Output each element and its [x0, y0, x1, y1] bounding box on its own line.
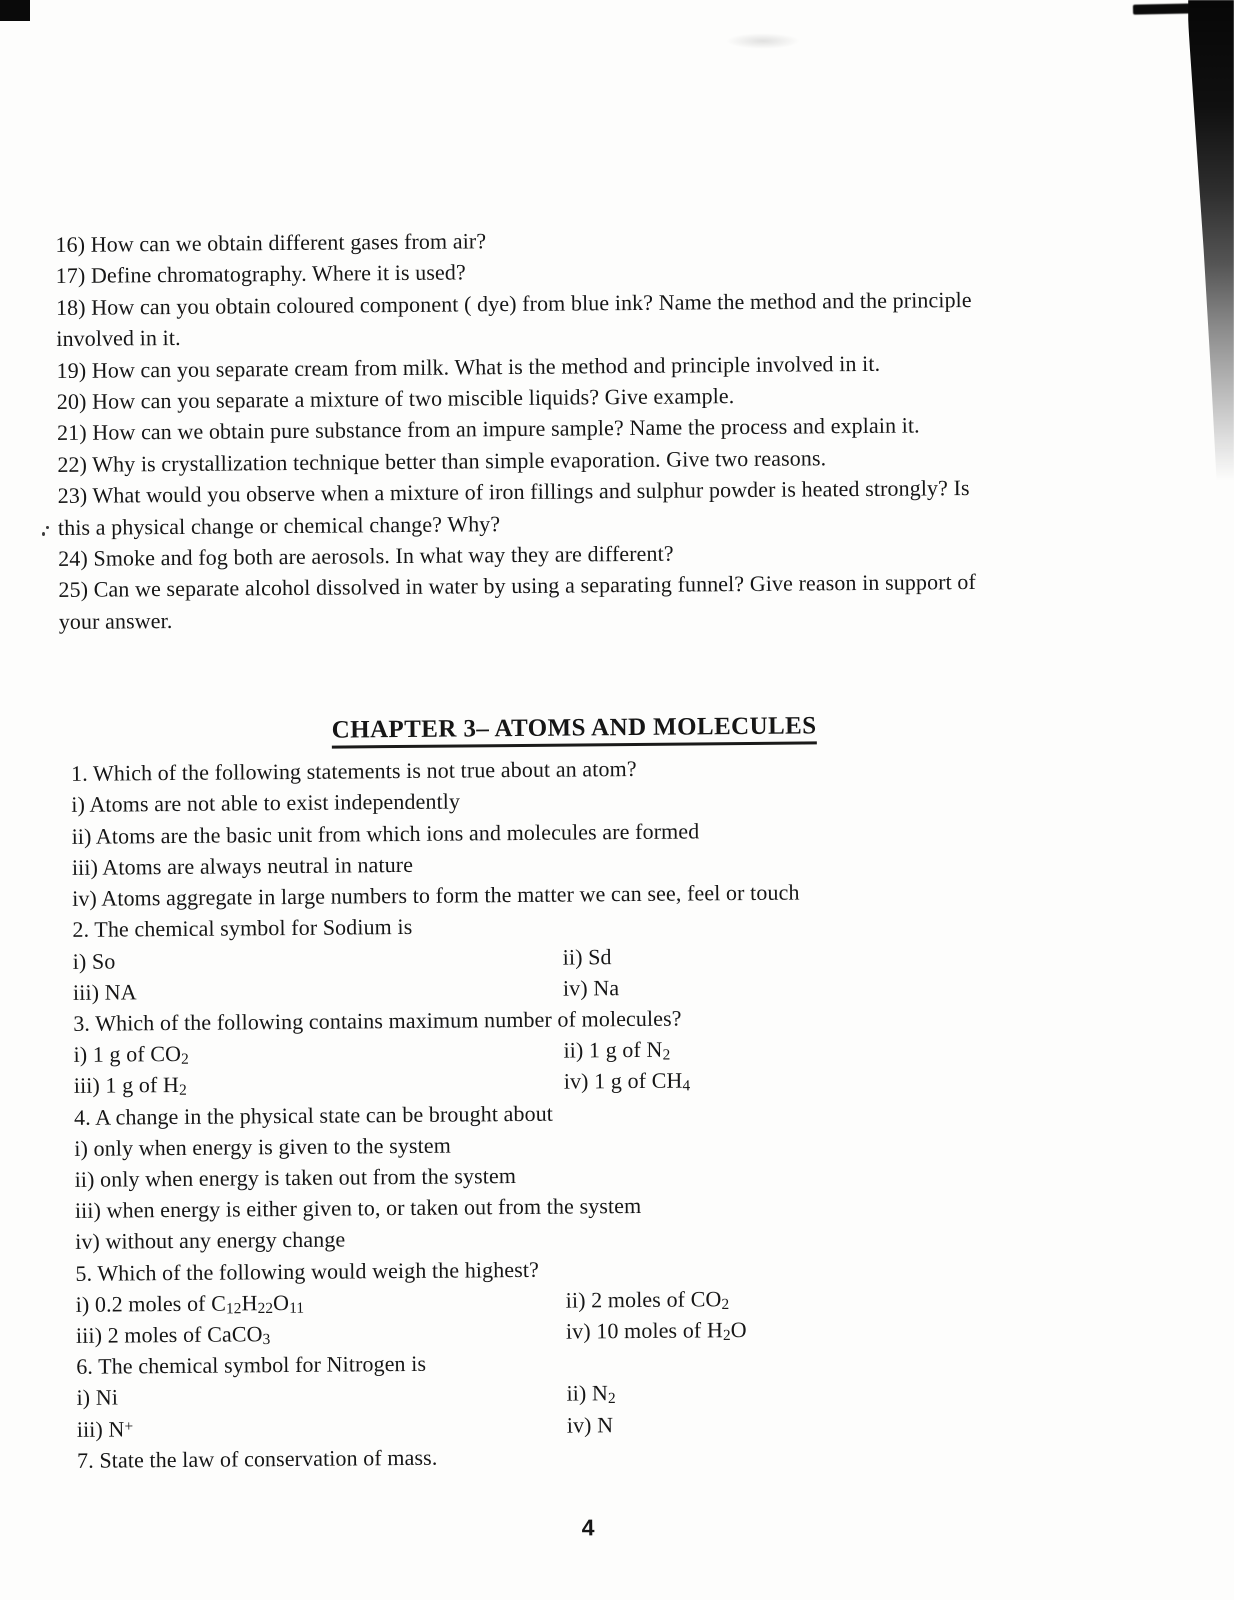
option-line: iv) 10 moles of $H_2O$ — [565, 1316, 747, 1344]
option-line: ii) 2 moles of $CO_2$ — [565, 1285, 730, 1313]
option-line: ii) 1 g of $N_2$ — [563, 1036, 671, 1064]
question-line: 19) How can you separate cream from milk. What is the method and principle involved in it. — [56, 350, 881, 383]
option-line: i) only when energy is given to the system — [74, 1132, 451, 1161]
scan-binding-shadow — [1188, 0, 1234, 480]
question-line: 4. A change in the physical state can be brought about — [73, 1100, 554, 1130]
option-line: ii) Sd — [562, 943, 612, 970]
question-line: 17) Define chromatography. Where it is used? — [55, 259, 466, 289]
option-line: iii) NA — [72, 979, 137, 1005]
question-line: 3. Which of the following contains maximum number of molecules? — [73, 1005, 682, 1036]
page-number: 4 — [581, 1514, 595, 1541]
option-line: iv) N — [566, 1411, 614, 1438]
scan-artifact-black-corner — [0, 0, 30, 21]
question-line-continuation: your answer. — [58, 607, 173, 634]
option-line: ii) Atoms are the basic unit from which ions and molecules are formed — [71, 818, 700, 849]
question-line: 22) Why is crystallization technique better than simple evaporation. Give two reasons. — [57, 445, 827, 477]
option-line: i) Atoms are not able to exist independently — [71, 788, 461, 818]
question-line: 5. Which of the following would weigh the highest? — [75, 1256, 540, 1286]
question-line: 23) What would you observe when a mixture of iron fillings and sulphur powder is heated strongly? Is — [57, 475, 970, 509]
option-line: iii) 1 g of $H_2$ — [73, 1072, 187, 1100]
question-line: 24) Smoke and fog both are aerosols. In what way they are different? — [58, 540, 674, 572]
question-line: 2. The chemical symbol for Sodium is — [72, 914, 413, 943]
option-line: iii) 2 moles of CaCO$_3$ — [75, 1321, 271, 1348]
option-line: iii) N+ — [76, 1415, 134, 1442]
option-line: iv) 1 g of $CH_4$ — [563, 1067, 691, 1095]
chapter-title: CHAPTER 3– ATOMS AND MOLECULES — [332, 713, 817, 749]
option-line: i) 0.2 moles of $C_{12}H_{22}O_{11}$ — [75, 1289, 305, 1318]
question-line: 1. Which of the following statements is not true about an atom? — [70, 756, 637, 787]
option-line: i) Ni — [76, 1384, 119, 1411]
option-line: iv) without any energy change — [75, 1226, 346, 1255]
option-line: iii) Atoms are always neutral in nature — [71, 851, 414, 880]
option-line: ii) only when energy is taken out from the system — [74, 1162, 517, 1192]
question-line: 7. State the law of conservation of mass. — [76, 1444, 438, 1473]
question-line: 25) Can we separate alcohol dissolved in water by using a separating funnel? Give reason in support of — [58, 569, 977, 603]
questions-16-25 — [55, 219, 1191, 637]
document-content — [53, 0, 1198, 1547]
option-line: iv) Na — [562, 974, 620, 1001]
option-line: i) 1 g of $CO_2$ — [73, 1041, 189, 1068]
question-line-continuation: this a physical change or chemical change? Why? — [57, 510, 501, 540]
question-line: 21) How can we obtain pure substance from an impure sample? Name the process and explain it. — [57, 412, 920, 446]
option-line: ii) $N_2$ — [566, 1380, 616, 1408]
chapter-questions — [60, 748, 1198, 1476]
question-line: 6. The chemical symbol for Nitrogen is — [76, 1350, 427, 1380]
option-line: i) So — [72, 948, 116, 974]
option-line: iii) when energy is either given to, or taken out from the system — [74, 1193, 642, 1223]
option-line: iv) Atoms aggregate in large numbers to form the matter we can see, feel or touch — [72, 879, 800, 911]
question-line: 20) How can you separate a mixture of two miscible liquids? Give example. — [56, 383, 735, 415]
question-line: 18) How can you obtain coloured component ( dye) from blue ink? Name the method and the principle — [55, 286, 972, 320]
question-line: 16) How can we obtain different gases from air? — [55, 228, 487, 258]
question-line-continuation: involved in it. — [56, 325, 181, 352]
scan-artifact-dots — [42, 524, 58, 538]
